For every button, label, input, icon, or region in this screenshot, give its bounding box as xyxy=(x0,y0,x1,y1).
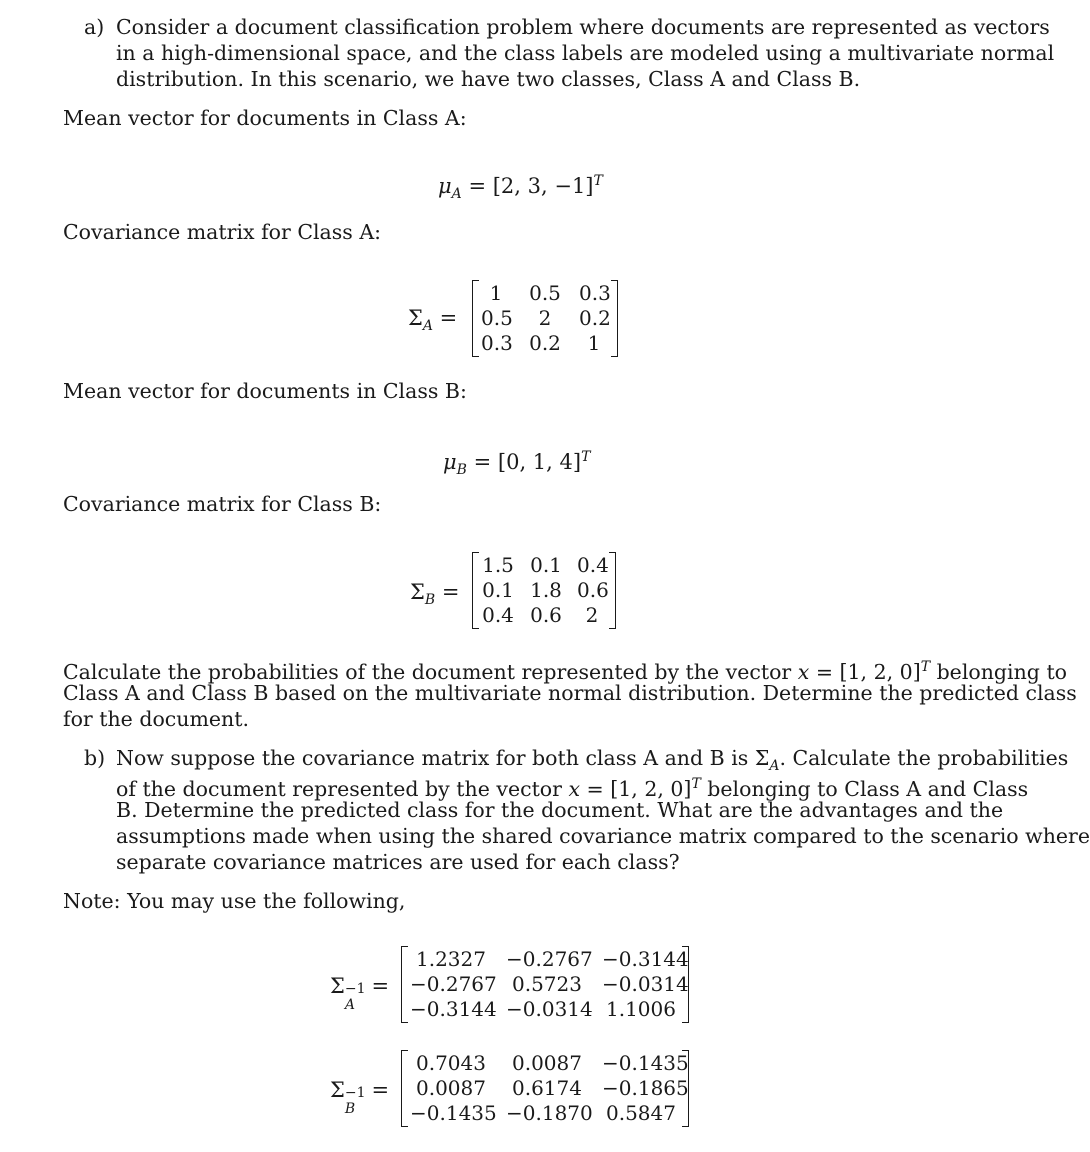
matrix-cell: 2 xyxy=(538,306,552,330)
part-b-label: b) xyxy=(84,746,106,770)
matrix-cell: 0.1 xyxy=(530,553,562,577)
part-a-intro-line-3: distribution. In this scenario, we have two classes, Class A and Class B. xyxy=(116,67,861,91)
matrix-cell: 0.3 xyxy=(579,281,611,305)
mu-b-equation: $\mu_B = [0$, 1, 4]$^T$ xyxy=(443,449,591,479)
matrix-cell: 1 xyxy=(587,331,601,355)
inv-a-label: Σ −1 A = xyxy=(330,974,390,1013)
part-b-line-3: B. Determine the predicted class for the document. What are the advantages and the xyxy=(116,798,1004,822)
inv-b-grid xyxy=(408,1050,689,1127)
matrix-cell: 0.2 xyxy=(579,306,611,330)
matrix-cell: −0.1435 xyxy=(410,1101,497,1125)
matrix-cell: 1.8 xyxy=(530,578,562,602)
task-line-3: for the document. xyxy=(63,707,250,731)
matrix-cell: 2 xyxy=(585,603,599,627)
part-b-line-2: of the document represented by the vector x = [1, 2, 0]$^T$ belonging to Class A and Class xyxy=(116,776,1029,801)
cov-b-label: Covariance matrix for Class B: xyxy=(63,492,382,516)
task-line-2: Class A and Class B based on the multivariate normal distribution. Determine the predicted class xyxy=(63,681,1077,705)
left-bracket xyxy=(472,280,479,357)
right-bracket xyxy=(609,552,616,629)
sigma-b-grid xyxy=(479,552,609,629)
matrix-cell: −0.1435 xyxy=(602,1051,689,1075)
inv-b-matrix xyxy=(401,1050,689,1127)
matrix-cell: 0.4 xyxy=(577,553,609,577)
right-bracket xyxy=(682,946,689,1023)
matrix-cell: −0.0314 xyxy=(506,997,593,1021)
matrix-cell: 0.5723 xyxy=(512,972,582,996)
matrix-cell: −0.3144 xyxy=(410,997,497,1021)
inv-a-matrix xyxy=(401,946,689,1023)
matrix-cell: 0.0087 xyxy=(416,1076,486,1100)
right-bracket xyxy=(682,1050,689,1127)
matrix-cell: 0.3 xyxy=(481,331,513,355)
matrix-cell: −0.3144 xyxy=(602,947,689,971)
matrix-cell: 0.2 xyxy=(529,331,561,355)
right-bracket xyxy=(611,280,618,357)
part-a-label: a) xyxy=(84,15,105,39)
sigma-b-matrix xyxy=(472,552,616,629)
matrix-cell: 1 xyxy=(489,281,503,305)
task-line-1: Calculate the probabilities of the document represented by the vector x = [1, 2, 0]$^T$ belonging to xyxy=(63,659,1068,684)
matrix-cell: 0.0087 xyxy=(512,1051,582,1075)
matrix-cell: 0.7043 xyxy=(416,1051,486,1075)
matrix-cell: 0.5847 xyxy=(606,1101,676,1125)
left-bracket xyxy=(472,552,479,629)
cov-a-label: Covariance matrix for Class A: xyxy=(63,220,382,244)
matrix-cell: 0.6 xyxy=(577,578,609,602)
sigma-b-label: $\Sigma_B$ = xyxy=(410,580,460,609)
matrix-cell: 0.1 xyxy=(482,578,514,602)
matrix-cell: 1.1006 xyxy=(606,997,676,1021)
part-b-line-4: assumptions made when using the shared covariance matrix compared to the scenario where xyxy=(116,824,1090,848)
inv-a-grid xyxy=(408,946,689,1023)
mean-a-label: Mean vector for documents in Class A: xyxy=(63,106,467,130)
left-bracket xyxy=(401,1050,408,1127)
matrix-cell: 0.4 xyxy=(482,603,514,627)
inv-b-label: Σ −1 B = xyxy=(330,1078,390,1117)
matrix-cell: −0.2767 xyxy=(410,972,497,996)
matrix-cell: 0.5 xyxy=(481,306,513,330)
part-b-line-1: Now suppose the covariance matrix for both class A and B is $\Sigma_A$. Calculate the probabilities xyxy=(116,746,1069,775)
note-text: Note: You may use the following, xyxy=(63,889,406,913)
part-b-line-5: separate covariance matrices are used for each class? xyxy=(116,850,680,874)
mu-a-equation: $\mu_A = [2$, 3, −1]$^T$ xyxy=(438,173,603,203)
matrix-cell: 0.6 xyxy=(530,603,562,627)
left-bracket xyxy=(401,946,408,1023)
sigma-a-grid xyxy=(479,280,611,357)
matrix-cell: −0.2767 xyxy=(506,947,593,971)
matrix-cell: 1.5 xyxy=(482,553,514,577)
matrix-cell: 1.2327 xyxy=(416,947,486,971)
matrix-cell: −0.1865 xyxy=(602,1076,689,1100)
matrix-cell: 0.6174 xyxy=(512,1076,582,1100)
part-a-intro-line-1: Consider a document classification problem where documents are represented as vectors xyxy=(116,15,1050,39)
sigma-a-matrix xyxy=(472,280,618,357)
matrix-cell: 0.5 xyxy=(529,281,561,305)
matrix-cell: −0.1870 xyxy=(506,1101,593,1125)
part-a-intro-line-2: in a high-dimensional space, and the class labels are modeled using a multivariate normal xyxy=(116,41,1055,65)
mean-b-label: Mean vector for documents in Class B: xyxy=(63,379,467,403)
matrix-cell: −0.0314 xyxy=(602,972,689,996)
sigma-a-label: $\Sigma_A$ = xyxy=(408,306,458,335)
